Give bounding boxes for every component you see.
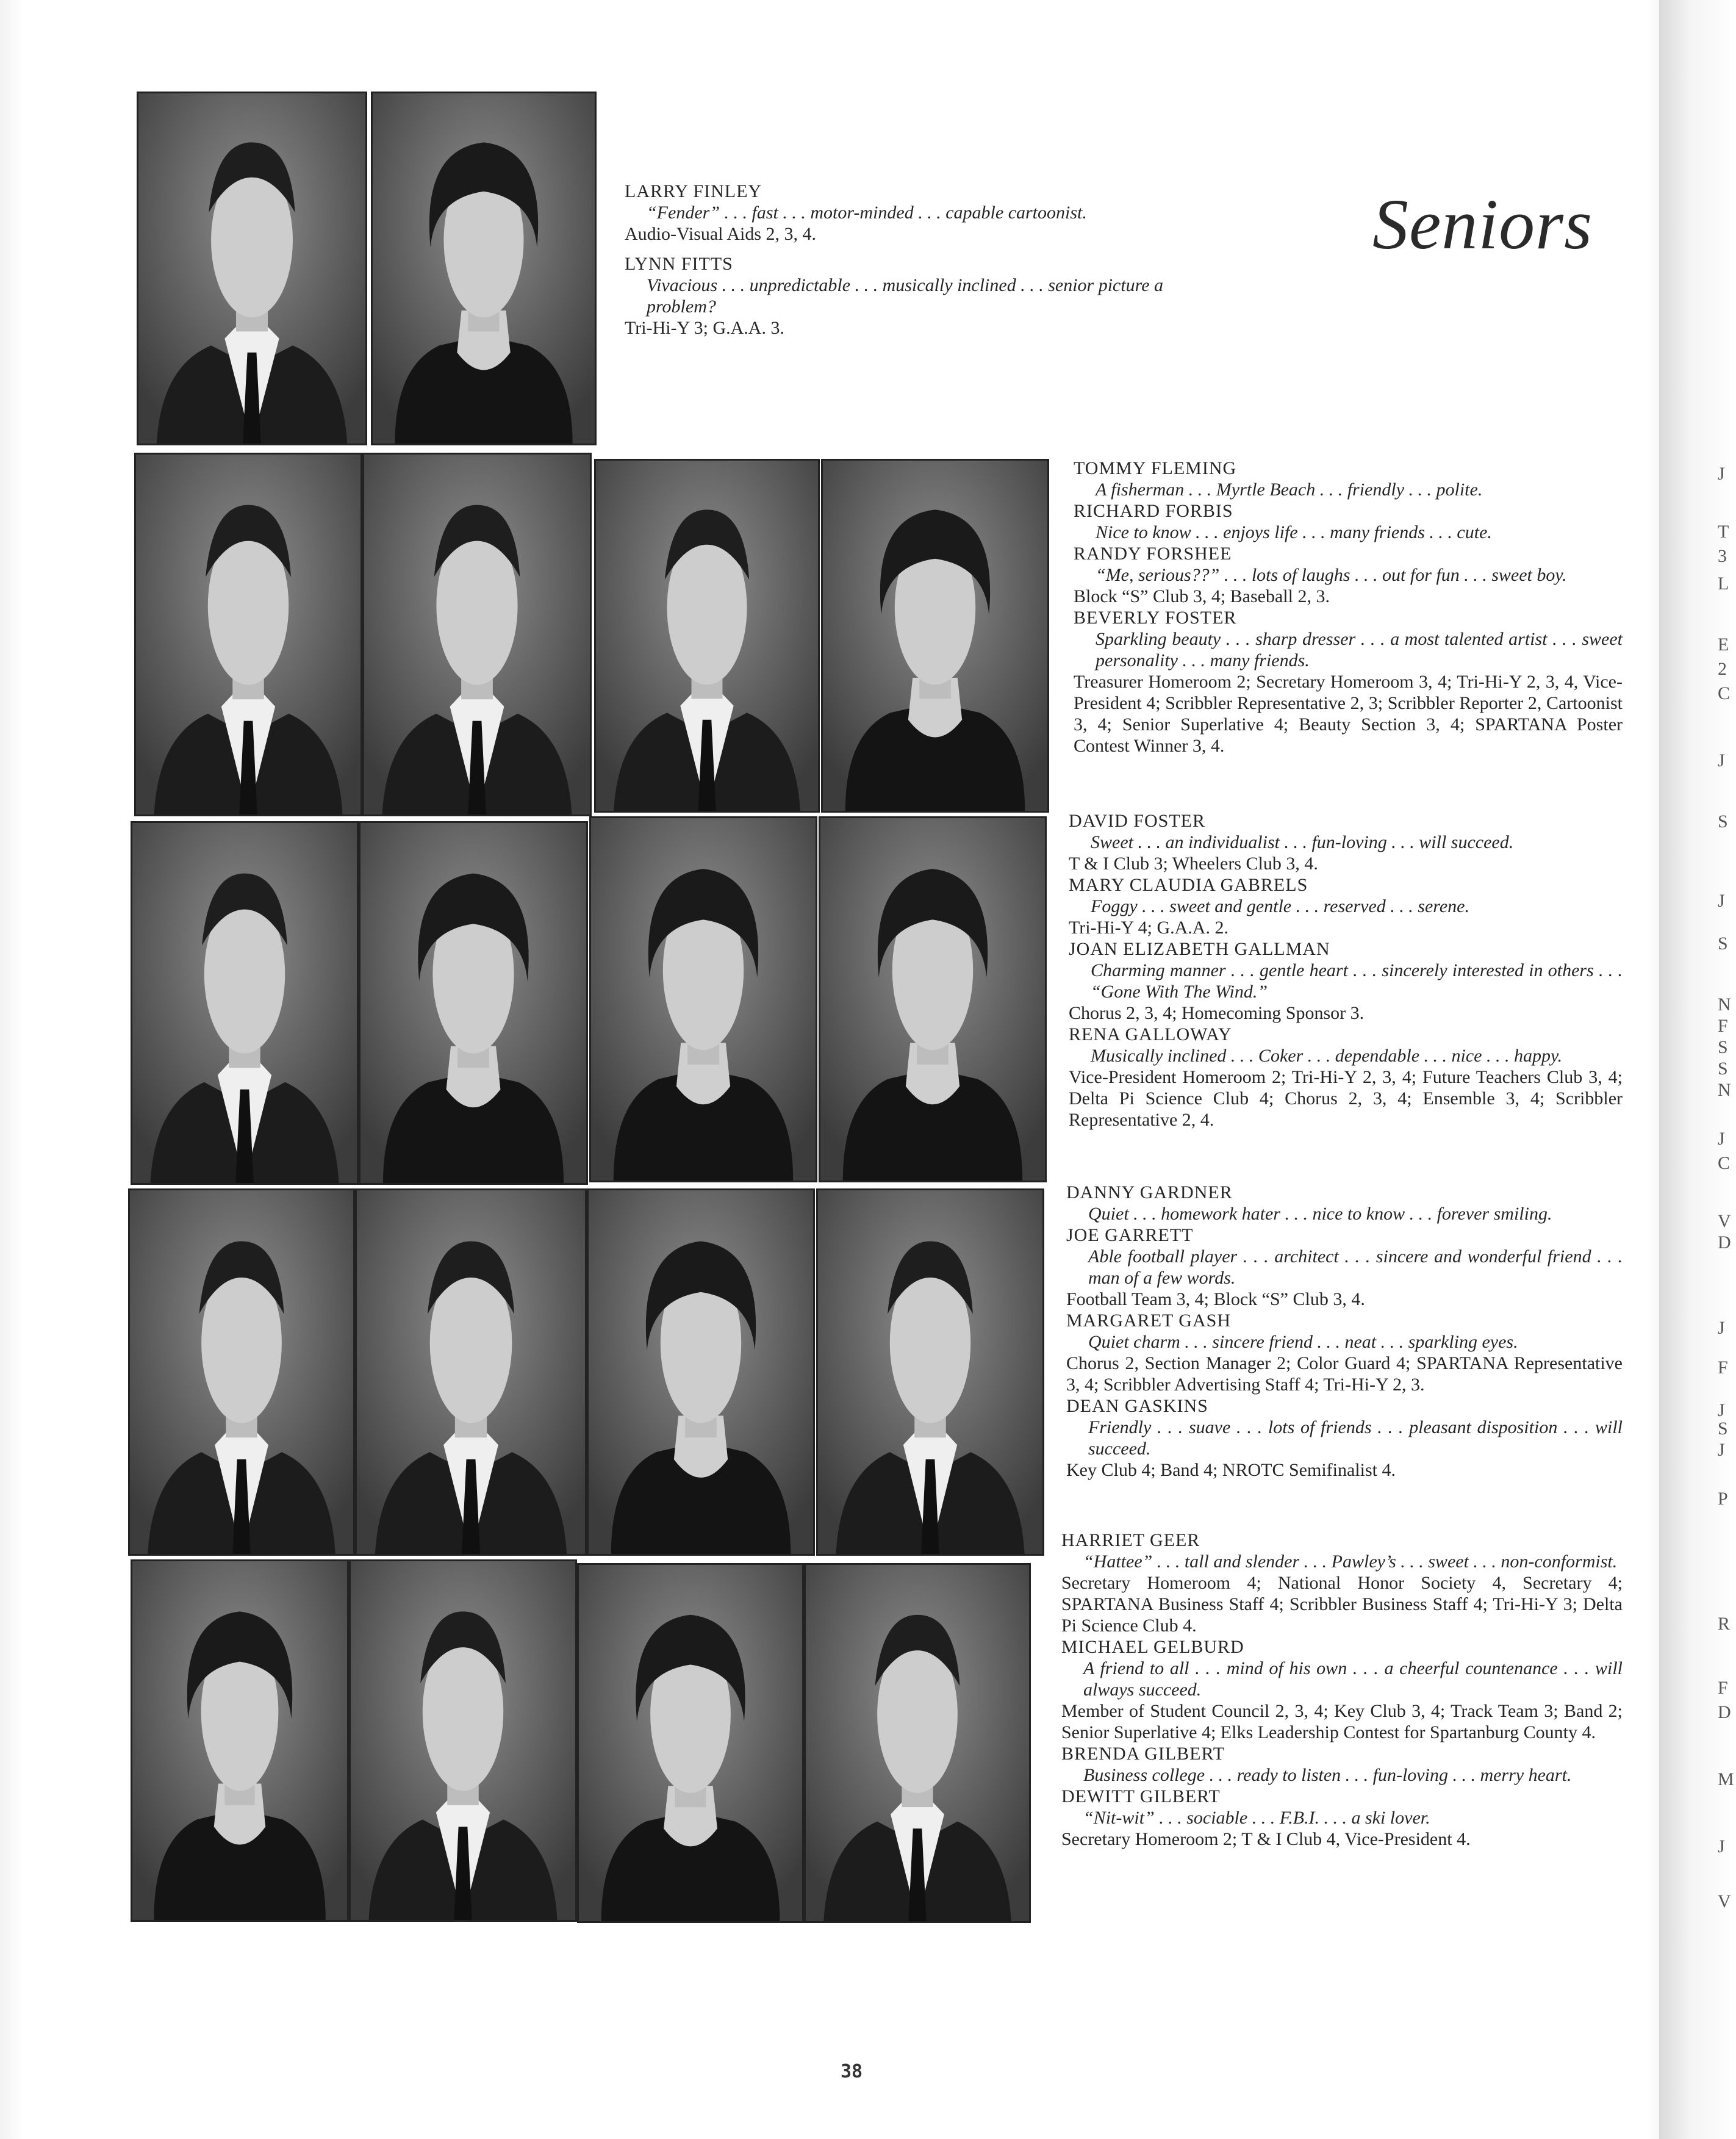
facing-page-letter: C <box>1718 683 1731 703</box>
student-activities: Key Club 4; Band 4; NROTC Semifinalist 4. <box>1066 1460 1396 1480</box>
top-entries <box>625 181 1198 339</box>
facing-page-letter: L <box>1718 573 1729 594</box>
entry <box>1074 607 1623 757</box>
facing-page-letter: C <box>1718 1153 1731 1173</box>
senior-portrait <box>362 453 592 816</box>
facing-page-letter: J <box>1718 1440 1725 1460</box>
facing-page-letter: J <box>1718 1129 1725 1149</box>
entry-group-3 <box>1066 1182 1623 1481</box>
student-description: Charming manner . . . gentle heart . . . sincerely interested in others . . . “Gone With The Wind.” <box>1091 960 1623 1002</box>
facing-page-letter: S <box>1718 1418 1728 1439</box>
student-name: JOAN ELIZABETH GALLMAN <box>1069 939 1330 959</box>
entry <box>1066 1182 1623 1224</box>
student-description: Able football player . . . architect . . . sincere and wonderful friend . . . man of a few words. <box>1088 1246 1623 1288</box>
student-description: Vivacious . . . unpredictable . . . musically inclined . . . senior picture a problem? <box>647 275 1164 317</box>
facing-page-letter: J <box>1718 1836 1725 1857</box>
page-number: 38 <box>841 2061 863 2082</box>
facing-page-letter: T <box>1718 522 1729 542</box>
student-name: RANDY FORSHEE <box>1074 544 1232 564</box>
student-description: “Nit-wit” . . . sociable . . . F.B.I. . . . a ski lover. <box>1083 1808 1430 1828</box>
student-name: BEVERLY FOSTER <box>1074 608 1237 628</box>
student-activities: Tri-Hi-Y 3; G.A.A. 3. <box>625 318 784 338</box>
student-description: Friendly . . . suave . . . lots of friends . . . pleasant disposition . . . will succeed. <box>1088 1417 1623 1459</box>
student-description: A fisherman . . . Myrtle Beach . . . friendly . . . polite. <box>1096 480 1483 500</box>
student-name: DEAN GASKINS <box>1066 1396 1208 1416</box>
entry <box>1069 810 1623 874</box>
student-activities: Football Team 3, 4; Block “S” Club 3, 4. <box>1066 1289 1365 1309</box>
entry-group-2 <box>1069 810 1623 1131</box>
student-name: LYNN FITTS <box>625 254 733 274</box>
student-activities: Chorus 2, 3, 4; Homecoming Sponsor 3. <box>1069 1003 1365 1023</box>
student-description: Sweet . . . an individualist . . . fun-loving . . . will succeed. <box>1091 832 1514 852</box>
entry <box>1061 1743 1623 1786</box>
student-description: A friend to all . . . mind of his own . . . a cheerful countenance . . . will always succeed. <box>1083 1658 1623 1700</box>
student-activities: Member of Student Council 2, 3, 4; Key Club 3, 4; Track Team 3; Band 2; Senior Superlative 4; Elks Leadership Contest for Spartanburg County 4. <box>1061 1701 1623 1742</box>
entry <box>1061 1636 1623 1743</box>
facing-page-letter: F <box>1718 1678 1728 1698</box>
entry-group-4 <box>1061 1530 1623 1850</box>
facing-page-letter: S <box>1718 1037 1728 1057</box>
facing-page-letter: J <box>1718 1318 1725 1338</box>
student-name: TOMMY FLEMING <box>1074 458 1237 478</box>
student-name: HARRIET GEER <box>1061 1530 1200 1550</box>
student-name: MARY CLAUDIA GABRELS <box>1069 875 1308 895</box>
student-description: Foggy . . . sweet and gentle . . . reserved . . . serene. <box>1091 896 1469 916</box>
entry <box>1074 500 1623 543</box>
student-name: LARRY FINLEY <box>625 181 762 201</box>
senior-portrait <box>594 459 820 813</box>
student-description: Business college . . . ready to listen . . . fun-loving . . . merry heart. <box>1083 1765 1572 1785</box>
entry <box>1066 1224 1623 1310</box>
facing-page-letter: D <box>1718 1702 1731 1722</box>
student-description: “Hattee” . . . tall and slender . . . Pawley’s . . . sweet . . . non-conformist. <box>1083 1551 1618 1572</box>
facing-page-letter: N <box>1718 994 1731 1015</box>
student-name: JOE GARRETT <box>1066 1225 1194 1245</box>
student-activities: Secretary Homeroom 2; T & I Club 4, Vice-President 4. <box>1061 1829 1471 1849</box>
entry <box>1066 1310 1623 1395</box>
entry <box>1061 1530 1623 1636</box>
student-activities: Audio-Visual Aids 2, 3, 4. <box>625 224 817 244</box>
student-activities: Chorus 2, Section Manager 2; Color Guard 4; SPARTANA Representative 3, 4; Scribbler Advertising Staff 4; Tri-Hi-Y 2, 3. <box>1066 1353 1623 1395</box>
student-description: Quiet charm . . . sincere friend . . . neat . . . sparkling eyes. <box>1088 1332 1518 1352</box>
senior-portrait <box>137 92 367 445</box>
senior-portrait <box>359 821 588 1185</box>
student-name: DEWITT GILBERT <box>1061 1786 1221 1806</box>
senior-portrait <box>816 1188 1044 1556</box>
facing-page-letter: R <box>1718 1614 1731 1634</box>
senior-portrait <box>128 1188 355 1556</box>
senior-portrait <box>587 1188 815 1556</box>
entry-group-1 <box>1074 458 1623 757</box>
facing-page-letter: S <box>1718 811 1728 832</box>
facing-page-letter: 2 <box>1718 659 1727 679</box>
student-description: “Fender” . . . fast . . . motor-minded . . . capable cartoonist. <box>647 203 1087 223</box>
facing-page-letter: J <box>1718 1400 1725 1420</box>
facing-page-letter: J <box>1718 750 1725 771</box>
facing-page-letter: J <box>1718 464 1725 484</box>
senior-portrait <box>131 821 359 1185</box>
entry <box>625 181 1198 245</box>
student-description: Sparkling beauty . . . sharp dresser . . . a most talented artist . . . sweet personality . . . many friends. <box>1096 629 1623 670</box>
senior-portrait <box>819 816 1047 1182</box>
facing-page-letter: S <box>1718 1059 1728 1079</box>
facing-page-letter: J <box>1718 891 1725 911</box>
student-activities: Secretary Homeroom 4; National Honor Society 4, Secretary 4; SPARTANA Business Staff 4; Scribbler Business Staff 4; Tri-Hi-Y 3; Delta Pi Science Club 4. <box>1061 1573 1623 1636</box>
student-activities: Tri-Hi-Y 4; G.A.A. 2. <box>1069 918 1228 938</box>
student-name: MARGARET GASH <box>1066 1310 1231 1331</box>
student-name: DAVID FOSTER <box>1069 811 1205 831</box>
senior-portrait <box>349 1559 577 1922</box>
entry <box>1066 1395 1623 1481</box>
senior-portrait <box>577 1563 804 1923</box>
student-name: RICHARD FORBIS <box>1074 501 1233 521</box>
student-name: RENA GALLOWAY <box>1069 1024 1232 1044</box>
entry <box>1074 458 1623 500</box>
entry <box>1061 1786 1623 1850</box>
facing-page-letter: S <box>1718 933 1728 954</box>
entry <box>1069 874 1623 938</box>
senior-portrait <box>821 459 1049 813</box>
senior-portrait <box>371 92 597 445</box>
entry <box>1069 938 1623 1024</box>
facing-page-letter: V <box>1718 1211 1731 1231</box>
senior-portrait <box>134 453 362 816</box>
entry <box>1074 543 1623 607</box>
student-name: BRENDA GILBERT <box>1061 1744 1225 1764</box>
student-activities: Block “S” Club 3, 4; Baseball 2, 3. <box>1074 586 1330 606</box>
facing-page-letter: F <box>1718 1357 1728 1378</box>
senior-portrait <box>804 1563 1031 1923</box>
facing-page-letter: F <box>1718 1016 1728 1036</box>
student-name: DANNY GARDNER <box>1066 1182 1233 1203</box>
facing-page-letter: M <box>1718 1769 1734 1789</box>
student-description: Nice to know . . . enjoys life . . . many friends . . . cute. <box>1096 522 1492 542</box>
senior-portrait <box>589 816 817 1182</box>
student-description: Quiet . . . homework hater . . . nice to know . . . forever smiling. <box>1088 1204 1552 1224</box>
senior-portrait <box>355 1188 587 1556</box>
facing-page-letter: 3 <box>1718 546 1727 566</box>
senior-portrait <box>131 1559 349 1922</box>
student-description: “Me, serious??” . . . lots of laughs . . . out for fun . . . sweet boy. <box>1096 565 1567 585</box>
page-heading: Seniors <box>1372 184 1593 264</box>
student-activities: Vice-President Homeroom 2; Tri-Hi-Y 2, 3, 4; Future Teachers Club 3, 4; Delta Pi Science Club 4; Chorus 2, 3, 4; Ensemble 3, 4; Scribbler Representative 2, 4. <box>1069 1067 1623 1130</box>
entry <box>1069 1024 1623 1131</box>
facing-page-letter: E <box>1718 635 1729 655</box>
facing-page-letter: V <box>1718 1891 1731 1911</box>
facing-page-letter: N <box>1718 1080 1731 1100</box>
student-name: MICHAEL GELBURD <box>1061 1637 1244 1657</box>
student-activities: Treasurer Homeroom 2; Secretary Homeroom 3, 4; Tri-Hi-Y 2, 3, 4, Vice-President 4; Scribbler Representative 2, 3; Scribbler Reporter 2, Cartoonist 3, 4; Senior Superlative 4; Beauty Section 3, 4; SPARTANA Poster Contest Winner 3, 4. <box>1074 672 1623 756</box>
student-description: Musically inclined . . . Coker . . . dependable . . . nice . . . happy. <box>1091 1046 1563 1066</box>
entry <box>625 253 1198 339</box>
facing-page-letter: D <box>1718 1232 1731 1253</box>
student-activities: T & I Club 3; Wheelers Club 3, 4. <box>1069 854 1318 874</box>
facing-page-letter: P <box>1718 1489 1728 1509</box>
